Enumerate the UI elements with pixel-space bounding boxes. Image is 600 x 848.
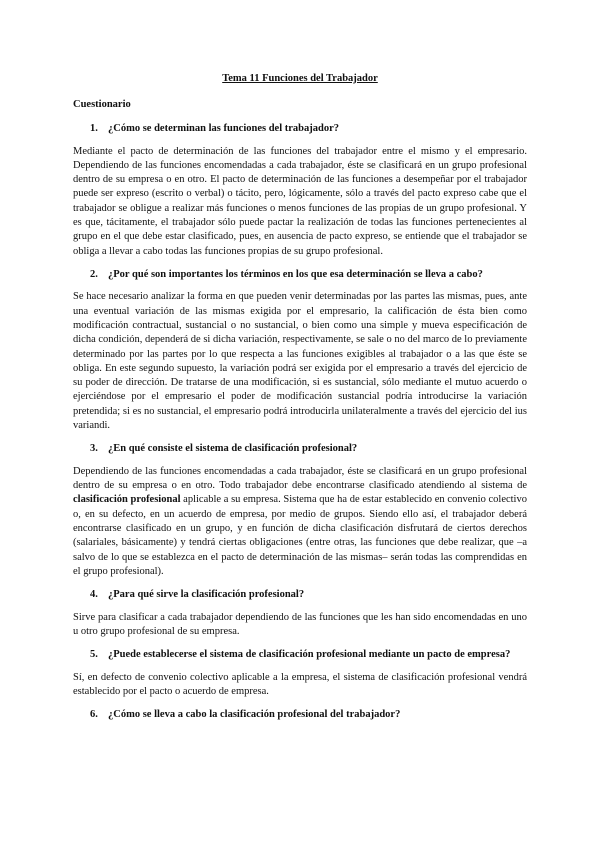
question-1 — [73, 122, 527, 137]
answer-3-part-1: Dependiendo de las funciones encomendadas a cada trabajador, éste se clasificará en un grupo profesional dentro de su empresa o en otro. Todo trabajador debe encontrarse clasificado atendiendo al sistema de — [73, 465, 527, 492]
question-number: 3. — [90, 443, 98, 455]
answer-4: Sirve para clasificar a cada trabajador dependiendo de las funciones que les han sido encomendadas en uno u otro grupo profesional de su empresa. — [73, 611, 527, 638]
question-3 — [73, 442, 527, 457]
question-number: 4. — [90, 589, 98, 601]
question-number: 2. — [90, 268, 98, 280]
question-2 — [73, 268, 527, 283]
answer-1: Mediante el pacto de determinación de las funciones del trabajador entre el mismo y el empresario. Dependiendo de las funciones encomendadas a cada trabajador, éste se clasificará en un grupo profesional dentro de su empresa o en otro. El pacto de determinación de las funciones a desempeñar por el trabajador puede ser expreso (escrito o verbal) o tácito, pero, lógicamente, sólo a través del pacto expreso cabe que el trabajador se obligue a realizar más funciones o menos funciones de las propias de un grupo profesional. Y es que, tácitamente, el trabajador sólo puede pactar la realización de todas las funciones pertenecientes al grupo en el que debe estar clasificado, pues, en ausencia de pacto expreso, se entiende que el trabajador se obliga a llevar a cabo todas las funciones propias de su grupo profesional. — [73, 145, 527, 257]
question-text: ¿Cómo se determinan las funciones del trabajador? — [108, 123, 339, 134]
question-6 — [73, 708, 527, 723]
question-text: ¿Por qué son importantes los términos en los que esa determinación se lleva a cabo? — [108, 268, 483, 280]
answer-2: Se hace necesario analizar la forma en que pueden venir determinadas por las partes las mismas, pues, ante una eventual variación de las mismas exigida por el empresario, la calificación de ésta bien como modificación contractual, sustancial o no sustancial, o bien como una simple y mueva especificación de dicha condición, dependerá de si dicha variación, respectivamente, se sale o no del marco de lo previamente determinado por las partes por lo que respecta a las funciones exigibles al trabajador o a las que éste se obliga. En este segundo supuesto, la variación podrá ser exigida por el empresario a través del ejercicio de su poder de dirección. De tratarse de una modificación, si es sustancial, sólo mediante el mutuo acuerdo o ejerciéndose por el empresario el poder de modificación sustancial podría introducirse la variación pretendida; si es no sustancial, el empresario podrá introducirla unilateralmente a través del ejercicio del ius variandi. — [73, 291, 527, 432]
question-text: ¿Cómo se lleva a cabo la clasificación profesional del trabajador? — [108, 709, 401, 721]
document-title: Tema 11 Funciones del Trabajador — [222, 73, 378, 84]
question-text: ¿Para qué sirve la clasificación profesional? — [108, 589, 305, 601]
section-heading: Cuestionario — [73, 99, 131, 110]
answer-3 — [73, 465, 527, 579]
question-text: ¿En qué consiste el sistema de clasificación profesional? — [108, 443, 358, 455]
question-number: 5. — [90, 649, 98, 661]
question-4 — [73, 588, 527, 603]
answer-3-part-2: aplicable a su empresa. Sistema que ha de estar establecido en convenio colectivo o, en su defecto, en un acuerdo de empresa, por medio de grupos. Siendo ello así, el trabajador deberá encontrarse clasificado en un grupo, y en función de dicha clasificación disfrutará de ciertos derechos (salariales, básicamente) y tendrá ciertas obligaciones (entre otras, las funciones que debe realizar, que –a salvo de lo que se establezca en el pacto de determinación de las mismas– serán todas las comprendidas en el grupo profesional). — [73, 494, 527, 577]
question-number: 6. — [90, 709, 98, 721]
question-text: ¿Puede establecerse el sistema de clasificación profesional mediante un pacto de empresa? — [108, 649, 511, 661]
answer-5: Sí, en defecto de convenio colectivo aplicable a la empresa, el sistema de clasificación profesional vendrá establecido por el pacto o acuerdo de empresa. — [73, 671, 527, 698]
answer-3-bold-term: clasificación profesional — [73, 494, 181, 506]
question-number: 1. — [90, 123, 98, 134]
question-5 — [73, 648, 527, 663]
